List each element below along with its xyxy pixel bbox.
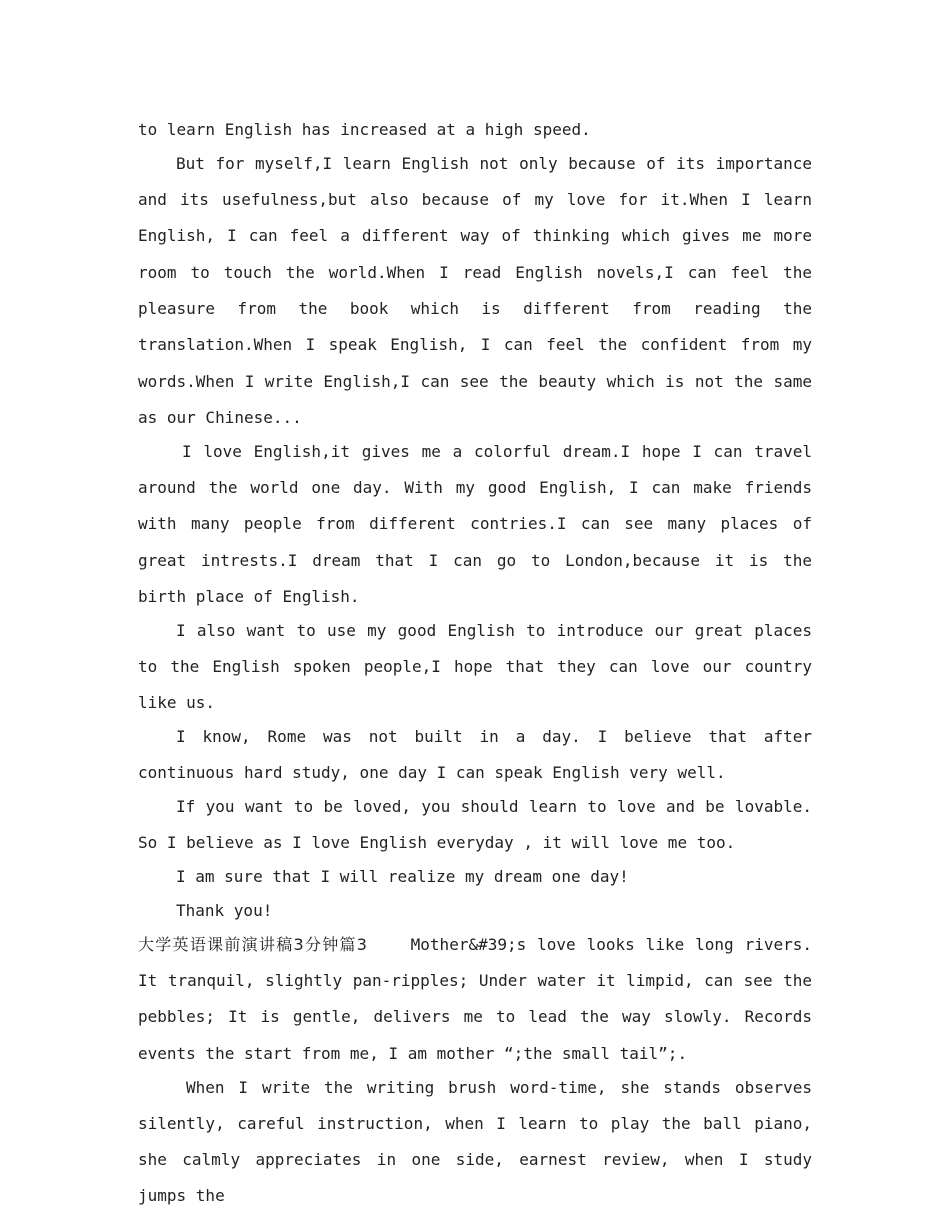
paragraph-be-loved: If you want to be loved, you should learn to love and be lovable. So I believe as I love English everyday , it will love me too. bbox=[138, 797, 812, 853]
paragraph-love-for-english: But for myself,I learn English not only because of its importance and its usefulness,but also because of my love for it.When I learn English, I can feel a different way of thinking which gives me more room to touch the world.When I read English novels,I can feel the pleasure from the book which is different from reading the translation.When I speak English, I can feel the confident from my words.When I write English,I can see the beauty which is not the same as our Chinese... bbox=[138, 153, 812, 427]
paragraph-rome: I know, Rome was not built in a day. I believe that after continuous hard study, one day I can speak English very well. bbox=[138, 727, 812, 783]
paragraph-thank-you: Thank you! bbox=[176, 901, 273, 921]
paragraph-colorful-dream: I love English,it gives me a colorful dream.I hope I can travel around the world one day. With my good English, I can make friends with many people from different contries.I can see many places of great intrests.I dream that I can go to London,because it is the birth place of English. bbox=[138, 441, 812, 606]
section-heading: 大学英语课前演讲稿3分钟篇3 bbox=[138, 934, 367, 954]
paragraph-continuation: to learn English has increased at a high speed. bbox=[138, 120, 591, 139]
document-page bbox=[138, 112, 812, 1215]
paragraph-section-3 bbox=[138, 927, 812, 1072]
paragraph-realize-dream: I am sure that I will realize my dream one day! bbox=[176, 867, 629, 887]
paragraph-introduce-places: I also want to use my good English to introduce our great places to the English spoken people,I hope that they can love our country like us. bbox=[138, 620, 812, 713]
paragraph-writing-brush: When I write the writing brush word-time, she stands observes silently, careful instruction, when I learn to play the ball piano, she calmly appreciates in one side, earnest review, when I study jumps the bbox=[138, 1077, 812, 1206]
section-3-text: Mother&#39;s love looks like long rivers. It tranquil, slightly pan-ripples; Under water it limpid, can see the pebbles; It is gentle, delivers me to lead the way slowly. Records events the start from me, I am mother “;the small tail”;. bbox=[138, 934, 812, 1063]
